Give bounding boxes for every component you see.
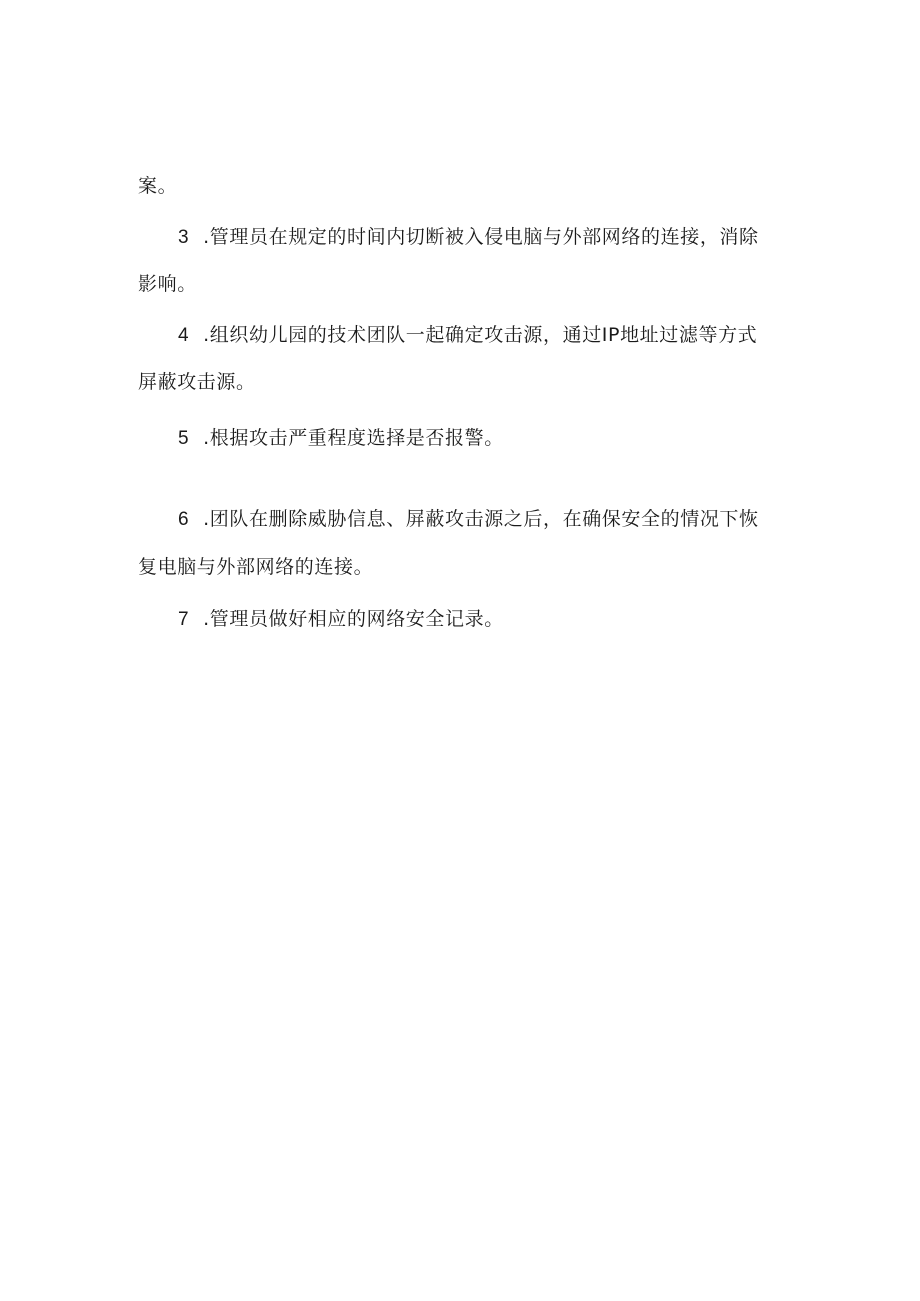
list-item-text: .组织幼儿园的技术团队一起确定攻击源，通过IP地址过滤等方式 <box>203 324 758 346</box>
list-number: 4 <box>178 325 190 346</box>
list-item-3 <box>178 225 759 250</box>
list-item-text: 复电脑与外部网络的连接。 <box>138 556 374 578</box>
list-item-6 <box>178 507 759 532</box>
list-number: 7 <box>178 609 190 630</box>
list-item-text: .管理员做好相应的网络安全记录。 <box>203 608 504 630</box>
list-item-text: .团队在删除威胁信息、屏蔽攻击源之后，在确保安全的情况下恢 <box>203 508 759 530</box>
paragraph-continuation <box>138 174 177 198</box>
list-number: 6 <box>178 509 190 530</box>
list-item-text: 影响。 <box>138 273 197 295</box>
list-item-text: .根据攻击严重程度选择是否报警。 <box>203 427 504 449</box>
list-item-7 <box>178 607 504 632</box>
list-number: 3 <box>178 227 190 248</box>
list-item-5 <box>178 426 504 451</box>
list-item-6-continuation <box>138 555 373 579</box>
list-item-4 <box>178 323 757 348</box>
list-item-3-continuation <box>138 272 197 296</box>
paragraph-text: 案。 <box>138 175 178 197</box>
list-item-4-continuation <box>138 370 256 394</box>
list-number: 5 <box>178 428 190 449</box>
list-item-text: 屏蔽攻击源。 <box>138 371 256 393</box>
list-item-text: .管理员在规定的时间内切断被入侵电脑与外部网络的连接，消除 <box>203 226 759 248</box>
